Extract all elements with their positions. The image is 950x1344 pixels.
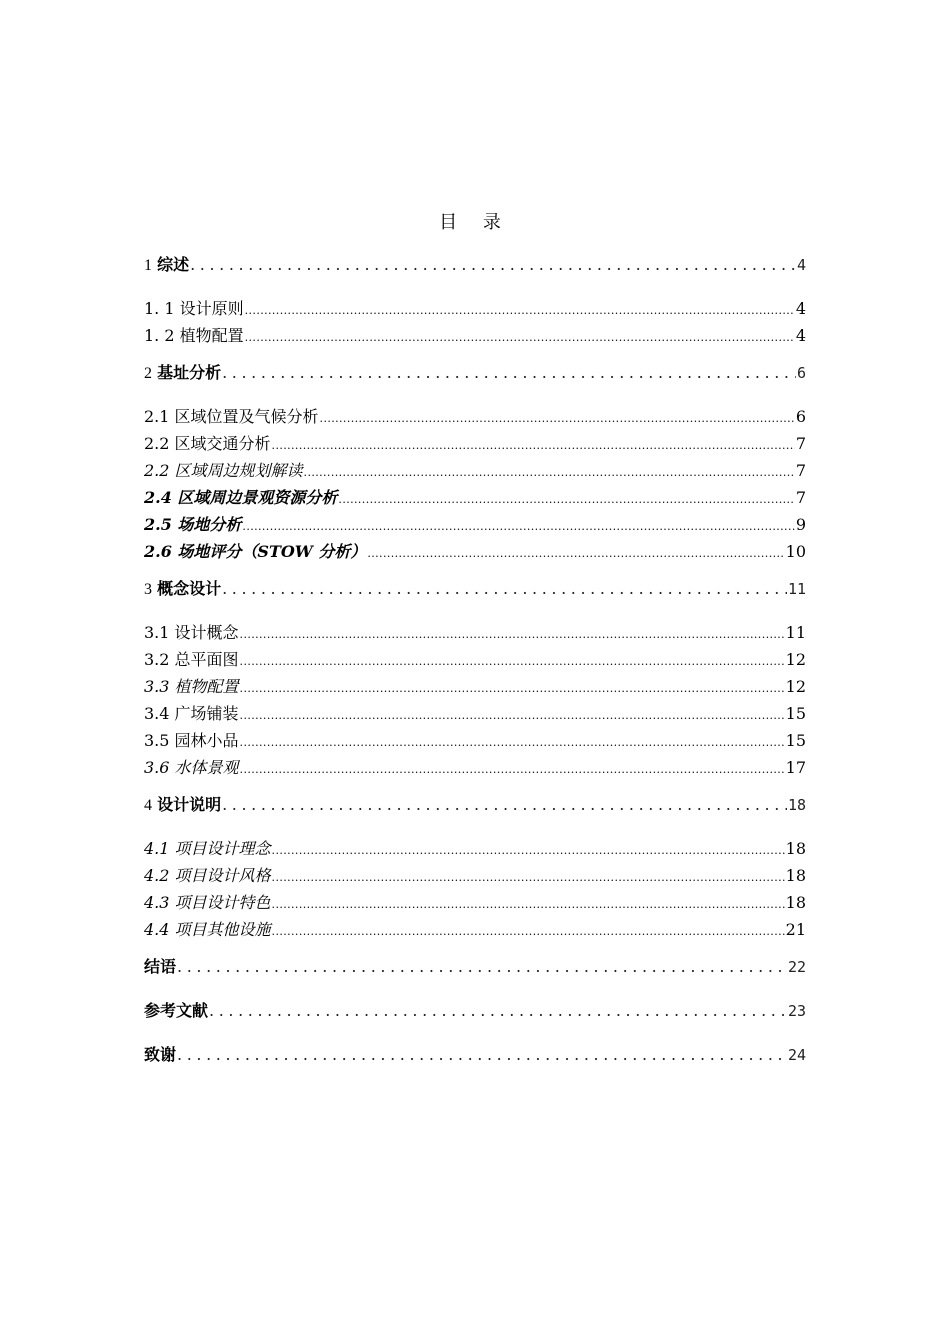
dot-leader [177, 954, 787, 979]
dot-leader [272, 890, 785, 917]
page-number: 21 [785, 920, 806, 939]
toc-section-3-2[interactable]: 3.2 总平面图 ..... 12 [144, 647, 806, 674]
toc-section-2-2[interactable]: 2.2 区域交通分析 ..... 7 [144, 431, 806, 458]
page-number: 9 [795, 515, 806, 534]
dot-leader [209, 998, 787, 1023]
dot-leader [190, 252, 796, 277]
page-number: 18 [787, 796, 806, 814]
dot-leader [338, 485, 794, 512]
toc-section-3-5[interactable]: 3.5 园林小品 ..... 15 [144, 728, 806, 755]
page-number: 7 [795, 461, 806, 480]
page-number: 12 [785, 677, 806, 696]
page-number: 4 [796, 256, 806, 274]
toc-section-3-4[interactable]: 3.4 广场铺装 ..... 15 [144, 701, 806, 728]
dot-leader [367, 539, 784, 566]
page-number: 18 [785, 839, 806, 858]
dot-leader [240, 755, 785, 782]
page-number: 11 [787, 580, 806, 598]
dot-leader [222, 360, 796, 385]
dot-leader [272, 863, 785, 890]
toc-section-4-2[interactable]: 4.2 项目设计风格 ..... 18 [144, 863, 806, 890]
dot-leader [272, 431, 795, 458]
toc-section-3-3[interactable]: 3.3 植物配置 ..... 12 [144, 674, 806, 701]
page-number: 4 [795, 326, 806, 345]
page-number: 4 [795, 299, 806, 318]
page-number: 12 [785, 650, 806, 669]
page-number: 22 [787, 958, 806, 976]
toc-section-3-1[interactable]: 3.1 设计概念 ..... 11 [144, 620, 806, 647]
toc-section-4-3[interactable]: 4.3 项目设计特色 ..... 18 [144, 890, 806, 917]
page-number: 15 [785, 704, 806, 723]
page-number: 7 [795, 488, 806, 507]
page-number: 23 [787, 1002, 806, 1020]
dot-leader [272, 836, 785, 863]
dot-leader [222, 792, 787, 817]
page-number: 6 [795, 407, 806, 426]
toc-acknowledgements[interactable]: 致谢 ..... 24 [144, 1042, 806, 1067]
page-number: 18 [785, 866, 806, 885]
page-number: 6 [796, 364, 806, 382]
toc-section-2-3[interactable]: 2.2 区域周边规划解读 ..... 7 [144, 458, 806, 485]
dot-leader [240, 728, 785, 755]
page-number: 7 [795, 434, 806, 453]
dot-leader [240, 647, 785, 674]
toc-section-2-1[interactable]: 2.1 区域位置及气候分析 ..... 6 [144, 404, 806, 431]
page-number: 18 [785, 893, 806, 912]
dot-leader [177, 1042, 787, 1067]
page-number: 17 [785, 758, 806, 777]
page-number: 24 [787, 1046, 806, 1064]
dot-leader [304, 458, 795, 485]
page-number: 11 [785, 623, 806, 642]
toc-section-2-4[interactable]: 2.4 区域周边景观资源分析 ..... 7 [144, 485, 806, 512]
toc-conclusion[interactable]: 结语 ..... 22 [144, 954, 806, 979]
page-number: 10 [785, 542, 806, 561]
dot-leader [240, 674, 785, 701]
dot-leader [272, 917, 785, 944]
toc-title: 目 录 [439, 212, 511, 233]
toc-section-1-1[interactable]: 1. 1 设计原则 ..... 4 [144, 296, 806, 323]
dot-leader [240, 701, 785, 728]
toc-chapter-3[interactable]: 3 概念设计 ..... 11 [144, 576, 806, 601]
dot-leader [242, 512, 794, 539]
dot-leader [245, 323, 795, 350]
dot-leader [320, 404, 795, 431]
page-number: 15 [785, 731, 806, 750]
toc-section-2-5[interactable]: 2.5 场地分析 ..... 9 [144, 512, 806, 539]
toc-section-3-6[interactable]: 3.6 水体景观 ..... 17 [144, 755, 806, 782]
toc-section-1-2[interactable]: 1. 2 植物配置 ..... 4 [144, 323, 806, 350]
toc-references[interactable]: 参考文献 ..... 23 [144, 998, 806, 1023]
toc-chapter-4[interactable]: 4 设计说明 ..... 18 [144, 792, 806, 817]
dot-leader [222, 576, 787, 601]
dot-leader [240, 620, 785, 647]
table-of-contents [144, 252, 806, 1067]
toc-chapter-1[interactable]: 1 综述 ..... 4 [144, 252, 806, 277]
toc-chapter-2[interactable]: 2 基址分析 ..... 6 [144, 360, 806, 385]
toc-section-4-4[interactable]: 4.4 项目其他设施 ..... 21 [144, 917, 806, 944]
toc-section-2-6[interactable]: 2.6 场地评分（STOW 分析） ..... 10 [144, 539, 806, 566]
toc-section-4-1[interactable]: 4.1 项目设计理念 ..... 18 [144, 836, 806, 863]
dot-leader [245, 296, 795, 323]
